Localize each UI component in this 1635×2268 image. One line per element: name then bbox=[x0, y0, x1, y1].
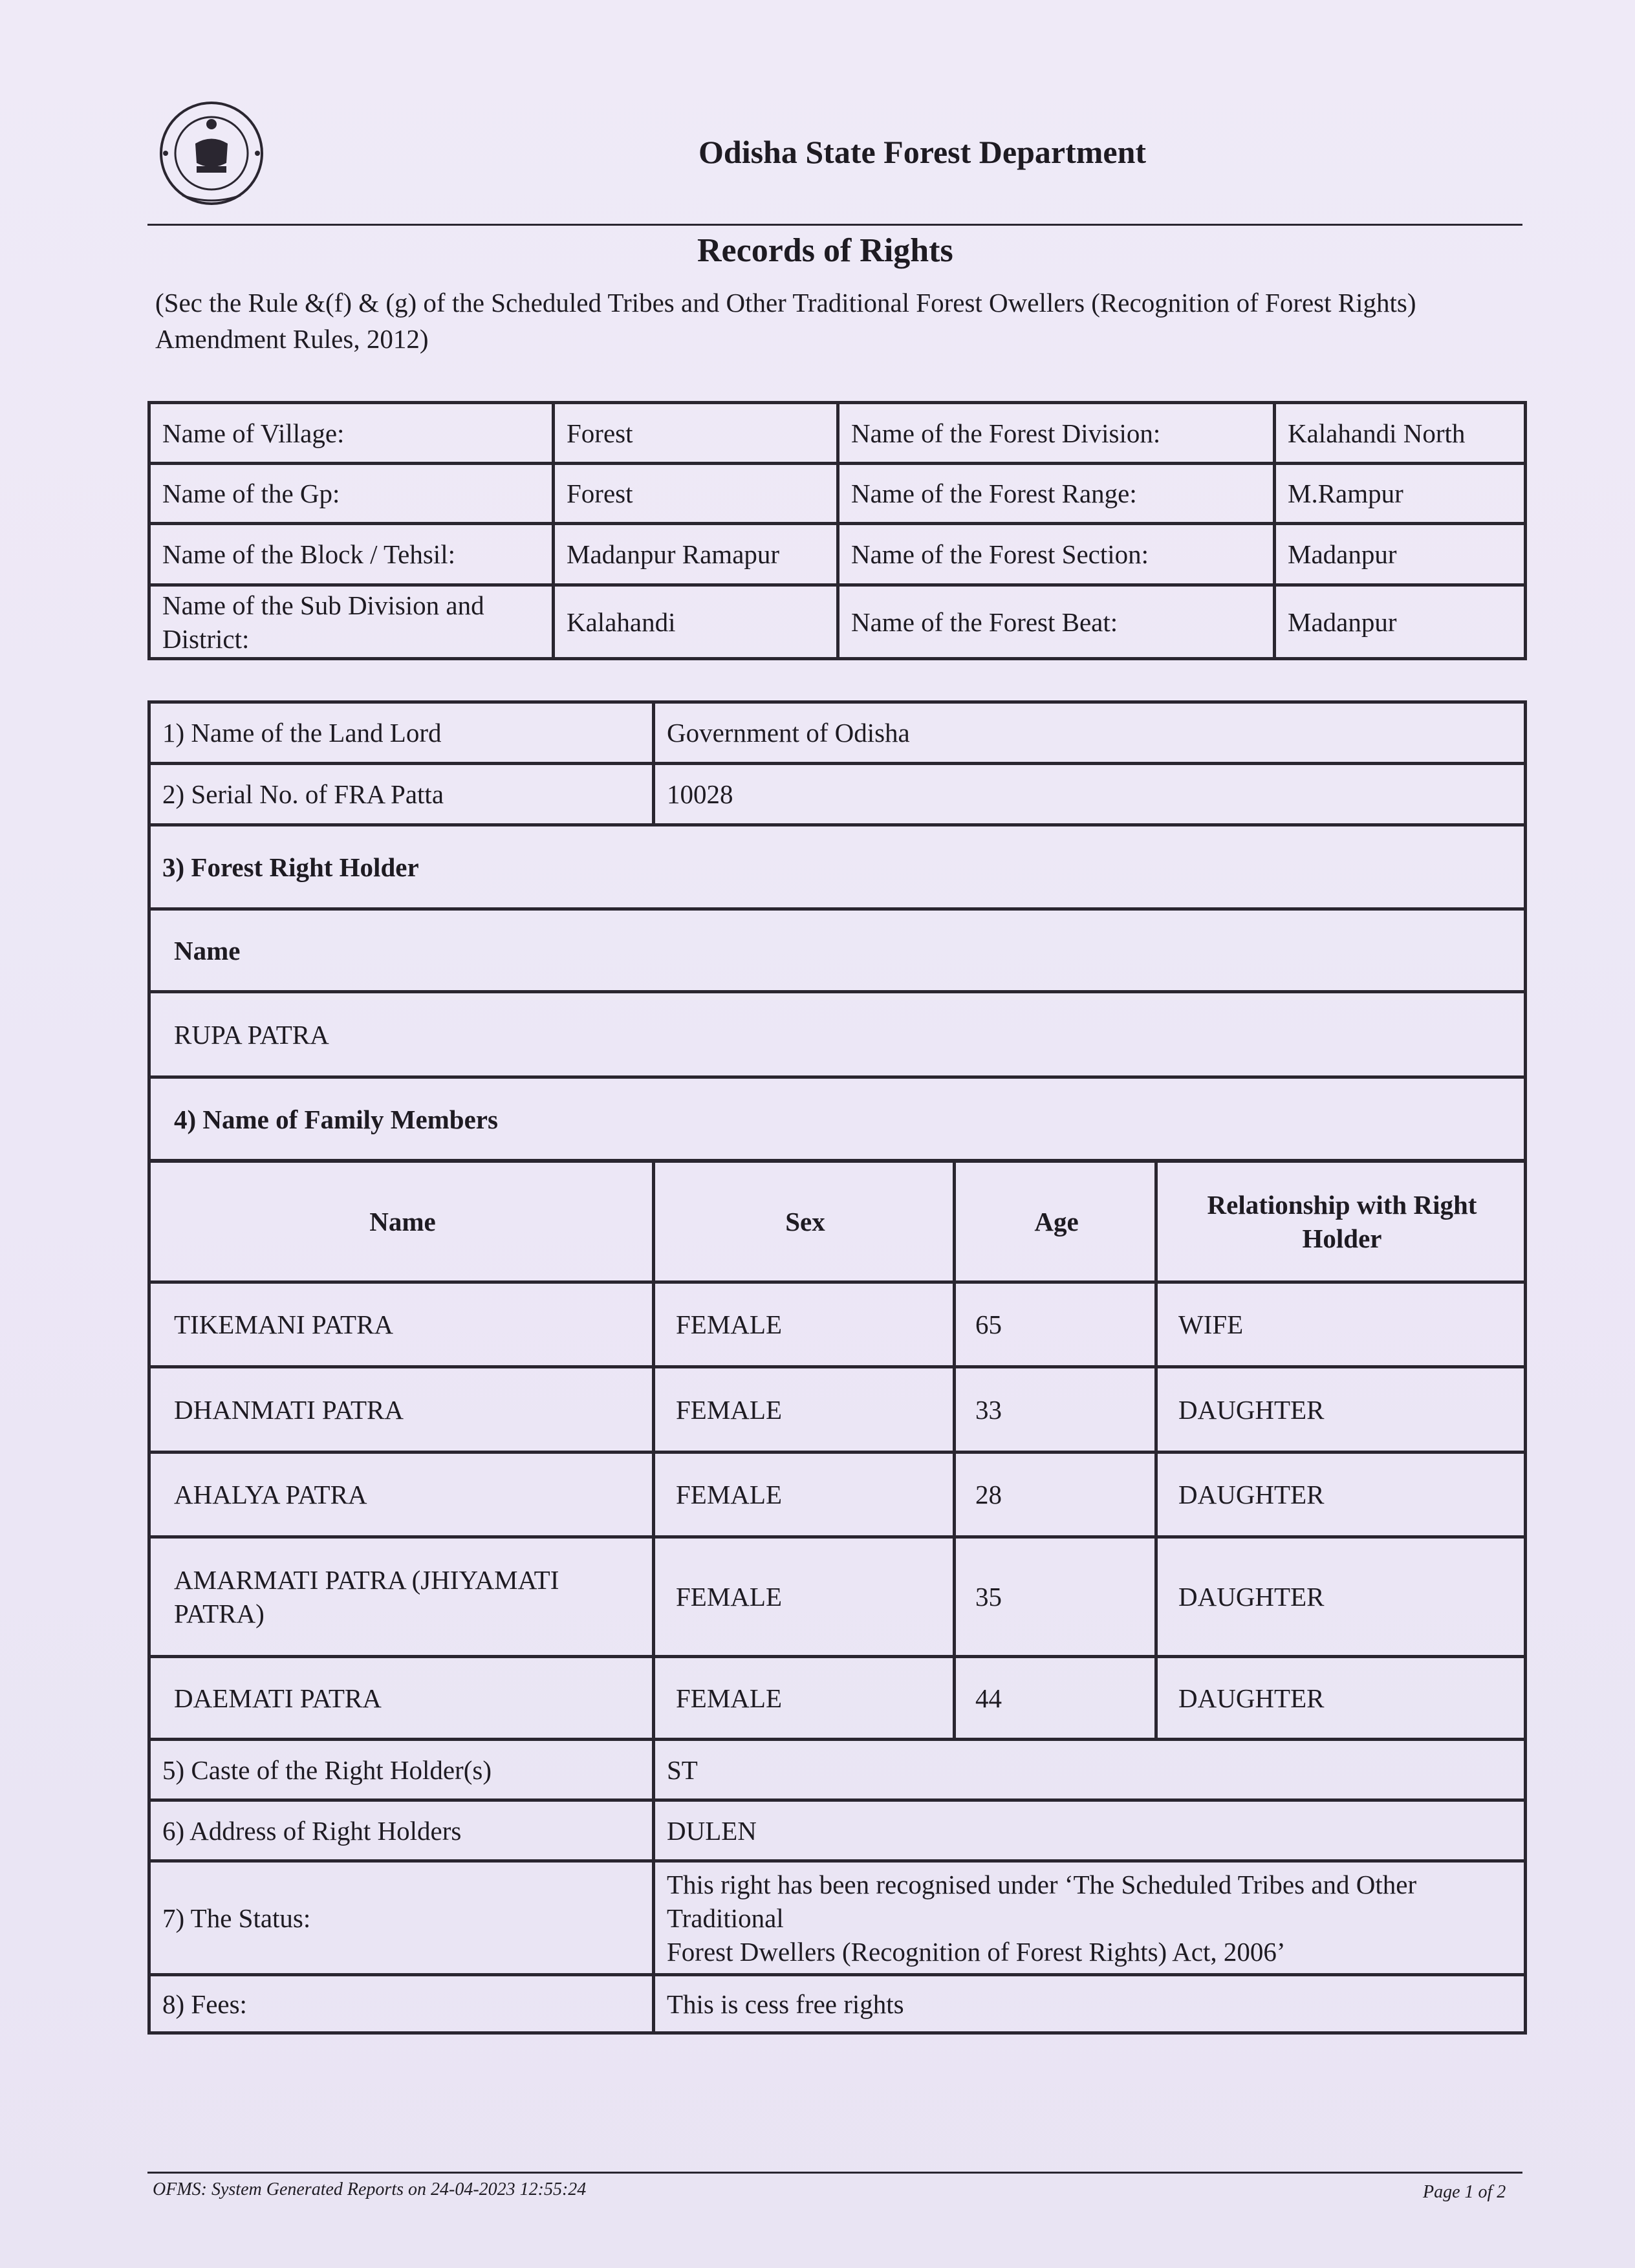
caste-label: 5) Caste of the Right Holder(s) bbox=[149, 1740, 654, 1800]
status-line: Forest Dwellers (Recognition of Forest Rights) Act, 2006’ bbox=[667, 1936, 1286, 1967]
member-relationship: WIFE bbox=[1156, 1282, 1526, 1367]
organization-name: Odisha State Forest Department bbox=[698, 134, 1147, 170]
member-name: DHANMATI PATRA bbox=[149, 1367, 654, 1453]
member-relationship: DAUGHTER bbox=[1156, 1537, 1526, 1657]
member-relationship: DAUGHTER bbox=[1156, 1657, 1526, 1740]
table-row bbox=[149, 1453, 1526, 1537]
document-title: Records of Rights bbox=[697, 232, 953, 269]
table-row bbox=[149, 1657, 1526, 1740]
member-age: 35 bbox=[955, 1537, 1156, 1657]
table-row bbox=[149, 825, 1526, 909]
block-label: Name of the Block / Tehsil: bbox=[149, 524, 554, 585]
forest-range-value: M.Rampur bbox=[1275, 464, 1526, 524]
forest-beat-label: Name of the Forest Beat: bbox=[838, 585, 1275, 659]
table-row bbox=[149, 702, 1526, 764]
footer-page-number: Page 1 of 2 bbox=[1423, 2182, 1506, 2202]
landlord-label: 1) Name of the Land Lord bbox=[149, 702, 654, 764]
member-age: 65 bbox=[955, 1282, 1156, 1367]
member-sex: FEMALE bbox=[654, 1367, 955, 1453]
status-label: 7) The Status: bbox=[149, 1861, 654, 1975]
table-row bbox=[149, 524, 1526, 585]
details-table bbox=[147, 1738, 1527, 2035]
table-row bbox=[149, 909, 1526, 992]
table-row bbox=[149, 1800, 1526, 1861]
footer-generated-text: OFMS: System Generated Reports on 24-04-2023 12:55:24 bbox=[153, 2179, 587, 2199]
subdivision-value: Kalahandi bbox=[554, 585, 838, 659]
member-name: DAEMATI PATRA bbox=[149, 1657, 654, 1740]
column-header-sex: Sex bbox=[654, 1161, 955, 1282]
table-row bbox=[149, 464, 1526, 524]
holder-name-heading: Name bbox=[149, 909, 1526, 992]
forest-section-label: Name of the Forest Section: bbox=[838, 524, 1275, 585]
record-table bbox=[147, 700, 1527, 1163]
table-row bbox=[149, 992, 1526, 1077]
table-row bbox=[149, 1975, 1526, 2033]
village-value: Forest bbox=[554, 403, 838, 464]
family-members-heading: 4) Name of Family Members bbox=[149, 1077, 1526, 1161]
location-table bbox=[147, 401, 1527, 660]
table-row bbox=[149, 403, 1526, 464]
member-age: 28 bbox=[955, 1453, 1156, 1537]
table-header-row bbox=[149, 1161, 1526, 1282]
gp-label: Name of the Gp: bbox=[149, 464, 554, 524]
status-value bbox=[654, 1861, 1526, 1975]
address-value: DULEN bbox=[654, 1800, 1526, 1861]
serial-value: 10028 bbox=[654, 764, 1526, 825]
family-members-table bbox=[147, 1159, 1527, 1741]
member-name: TIKEMANI PATRA bbox=[149, 1282, 654, 1367]
table-row bbox=[149, 1861, 1526, 1975]
member-sex: FEMALE bbox=[654, 1282, 955, 1367]
column-header-relationship: Relationship with Right Holder bbox=[1156, 1161, 1526, 1282]
header-divider bbox=[147, 224, 1522, 226]
village-label: Name of Village: bbox=[149, 403, 554, 464]
address-label: 6) Address of Right Holders bbox=[149, 1800, 654, 1861]
member-sex: FEMALE bbox=[654, 1657, 955, 1740]
forest-right-holder-heading: 3) Forest Right Holder bbox=[149, 825, 1526, 909]
member-name: AMARMATI PATRA (JHIYAMATI PATRA) bbox=[149, 1537, 654, 1657]
holder-name-value: RUPA PATRA bbox=[149, 992, 1526, 1077]
forest-range-label: Name of the Forest Range: bbox=[838, 464, 1275, 524]
odisha-emblem-icon bbox=[157, 98, 266, 208]
subdivision-label: Name of the Sub Division and District: bbox=[149, 585, 554, 659]
member-relationship: DAUGHTER bbox=[1156, 1367, 1526, 1453]
member-relationship: DAUGHTER bbox=[1156, 1453, 1526, 1537]
forest-beat-value: Madanpur bbox=[1275, 585, 1526, 659]
table-row bbox=[149, 1740, 1526, 1800]
member-sex: FEMALE bbox=[654, 1453, 955, 1537]
footer-divider bbox=[147, 2172, 1522, 2174]
table-row bbox=[149, 1077, 1526, 1161]
table-row bbox=[149, 1537, 1526, 1657]
landlord-value: Government of Odisha bbox=[654, 702, 1526, 764]
member-age: 44 bbox=[955, 1657, 1156, 1740]
serial-label: 2) Serial No. of FRA Patta bbox=[149, 764, 654, 825]
table-row bbox=[149, 1282, 1526, 1367]
forest-division-value: Kalahandi North bbox=[1275, 403, 1526, 464]
column-header-name: Name bbox=[149, 1161, 654, 1282]
table-row bbox=[149, 585, 1526, 659]
forest-section-value: Madanpur bbox=[1275, 524, 1526, 585]
member-name: AHALYA PATRA bbox=[149, 1453, 654, 1537]
forest-division-label: Name of the Forest Division: bbox=[838, 403, 1275, 464]
gp-value: Forest bbox=[554, 464, 838, 524]
document-subtitle: (Sec the Rule &(f) & (g) of the Scheduled Tribes and Other Traditional Forest Owellers (Recognition of Forest Rights) Amendment Rules, 2012) bbox=[155, 288, 1416, 354]
fees-label: 8) Fees: bbox=[149, 1975, 654, 2033]
caste-value: ST bbox=[654, 1740, 1526, 1800]
column-header-age: Age bbox=[955, 1161, 1156, 1282]
table-row bbox=[149, 1367, 1526, 1453]
fees-value: This is cess free rights bbox=[654, 1975, 1526, 2033]
block-value: Madanpur Ramapur bbox=[554, 524, 838, 585]
table-row bbox=[149, 764, 1526, 825]
status-line: This right has been recognised under ‘The Scheduled Tribes and Other Traditional bbox=[667, 1869, 1417, 1933]
member-sex: FEMALE bbox=[654, 1537, 955, 1657]
member-age: 33 bbox=[955, 1367, 1156, 1453]
